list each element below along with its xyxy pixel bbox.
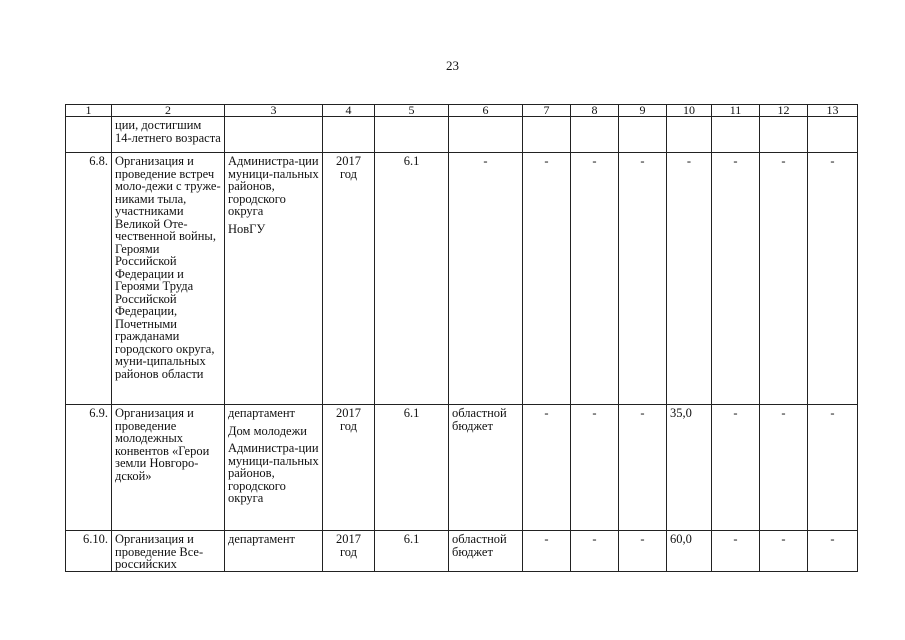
value-cell: - (619, 153, 667, 405)
value-cell: - (808, 405, 858, 531)
header-cell: 5 (375, 105, 449, 117)
executor-entry: Администра-ции муници-пальных районов, городского округа (228, 441, 319, 505)
activity-name: Организация и проведение Все-российских (112, 531, 225, 572)
value-cell (712, 117, 760, 153)
header-cell: 3 (225, 105, 323, 117)
table-row (66, 405, 858, 531)
value-cell: - (760, 153, 808, 405)
table-row (66, 117, 858, 153)
executor-entry: Дом молодежи (228, 423, 307, 438)
value-cell: - (808, 153, 858, 405)
value-cell: - (667, 153, 712, 405)
executor (225, 531, 323, 572)
activity-name: Организация и проведение молодежных конвентов «Герои земли Новгоро-дской» (112, 405, 225, 531)
target-indicator (375, 117, 449, 153)
funding-source: - (449, 153, 523, 405)
value-cell: - (760, 531, 808, 572)
value-cell: - (571, 153, 619, 405)
target-indicator: 6.1 (375, 153, 449, 405)
executor (225, 153, 323, 405)
executor-entry: департамент (228, 406, 296, 420)
value-cell: - (619, 531, 667, 572)
value-cell: - (712, 405, 760, 531)
target-indicator: 6.1 (375, 531, 449, 572)
item-number: 6.9. (66, 405, 112, 531)
item-number (66, 117, 112, 153)
value-cell (667, 117, 712, 153)
header-cell: 8 (571, 105, 619, 117)
executor-entry: Администра-ции муници-пальных районов, городского округа (228, 154, 319, 218)
value-cell (808, 117, 858, 153)
activity-name: Организация и проведение встреч моло-дежи с труже-никами тыла, участниками Великой Оте-чественной войны, Героями Российской Федерации и Героями Труда Российской Федерации, Почетными гражданами городского округа, муни-ципальных районов области (112, 153, 225, 405)
header-cell: 2 (112, 105, 225, 117)
period (323, 117, 375, 153)
table-row (66, 531, 858, 572)
value-cell: - (712, 531, 760, 572)
item-number: 6.10. (66, 531, 112, 572)
funding-source: областной бюджет (449, 405, 523, 531)
item-number: 6.8. (66, 153, 112, 405)
header-cell: 7 (523, 105, 571, 117)
column-number-header (66, 105, 858, 117)
value-cell: - (619, 405, 667, 531)
table-row (66, 153, 858, 405)
header-cell: 13 (808, 105, 858, 117)
header-cell: 4 (323, 105, 375, 117)
header-cell: 1 (66, 105, 112, 117)
period: 2017 год (323, 405, 375, 531)
activity-name: ции, достигшим 14-летнего возраста (112, 117, 225, 153)
funding-source: областной бюджет (449, 531, 523, 572)
funding-source (449, 117, 523, 153)
value-cell: - (760, 405, 808, 531)
value-cell (523, 117, 571, 153)
executor-entry: департамент (228, 532, 296, 546)
value-cell: - (571, 405, 619, 531)
header-cell: 6 (449, 105, 523, 117)
executor-entry: НовГУ (228, 221, 266, 236)
target-indicator: 6.1 (375, 405, 449, 531)
value-cell: - (571, 531, 619, 572)
value-cell: - (523, 153, 571, 405)
page-number: 23 (446, 58, 459, 73)
value-cell (760, 117, 808, 153)
period: 2017 год (323, 153, 375, 405)
value-cell: - (712, 153, 760, 405)
header-cell: 10 (667, 105, 712, 117)
executor (225, 405, 323, 531)
period: 2017 год (323, 531, 375, 572)
value-cell: - (523, 531, 571, 572)
value-cell (571, 117, 619, 153)
value-cell (619, 117, 667, 153)
header-cell: 9 (619, 105, 667, 117)
value-cell: 60,0 (667, 531, 712, 572)
executor (225, 117, 323, 153)
value-cell: - (523, 405, 571, 531)
program-table (65, 104, 858, 572)
value-cell: 35,0 (667, 405, 712, 531)
header-cell: 12 (760, 105, 808, 117)
header-cell: 11 (712, 105, 760, 117)
value-cell: - (808, 531, 858, 572)
